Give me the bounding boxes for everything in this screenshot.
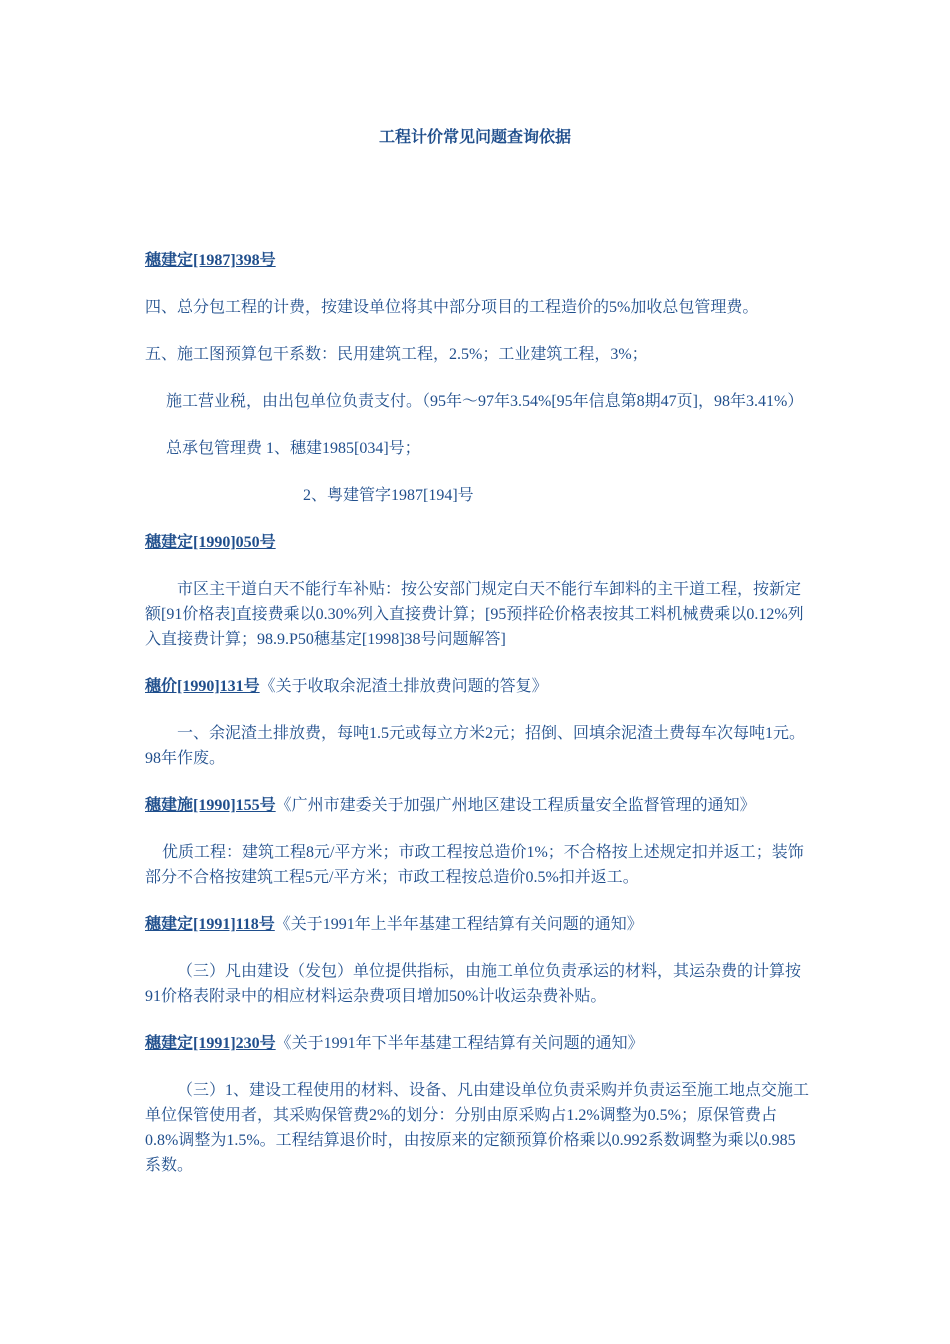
section-ref-link[interactable]: 穗价[1990]131号 (145, 678, 260, 695)
paragraph: 市区主干道白天不能行车补贴：按公安部门规定白天不能行车卸料的主干道工程，按新定额[91价格表]直接费乘以0.30%列入直接费计算；[95预拌砼价格表按其工料机械费乘以0.12%列入直接费计算；98.9.P50穗基定[1998]38号问题解答] (145, 581, 804, 648)
section-doc-title: 《广州市建委关于加强广州地区建设工程质量安全监督管理的通知》 (275, 797, 756, 814)
section-doc-title: 《关于1991年下半年基建工程结算有关问题的通知》 (275, 1035, 644, 1052)
paragraph: （三）1、建设工程使用的材料、设备、凡由建设单位负责采购并负责运至施工地点交施工单位保管使用者，其采购保管费2%的划分：分别由原采购占1.2%调整为0.5%；原保管费占0.8%调整为1.5%。工程结算退价时，由按原来的定额预算价格乘以0.992系数调整为乘以0.985系数。 (145, 1082, 810, 1174)
paragraph: （三）凡由建设（发包）单位提供指标，由施工单位负责承运的材料，其运杂费的计算按91价格表附录中的相应材料运杂费项目增加50%计收运杂费补贴。 (145, 963, 802, 1005)
paragraph: 优质工程：建筑工程8元/平方米；市政工程按总造价1%；不合格按上述规定扣并返工；装饰部分不合格按建筑工程5元/平方米；市政工程按总造价0.5%扣并返工。 (145, 844, 804, 886)
section-heading (145, 1031, 810, 1056)
paragraph: 一、余泥渣土排放费，每吨1.5元或每立方米2元；招倒、回填余泥渣土费每车次每吨1元。98年作废。 (145, 725, 806, 767)
paragraph: 施工营业税，由出包单位负责支付。（95年～97年3.54%[95年信息第8期47页]，98年3.41%） (166, 393, 804, 410)
page-title: 工程计价常见问题查询依据 (378, 129, 571, 146)
section-heading (145, 674, 810, 699)
section-doc-title: 《关于收取余泥渣土排放费问题的答复》 (259, 678, 548, 695)
paragraph: 总承包管理费 1、穗建1985[034]号； (166, 440, 421, 457)
section-ref-link[interactable]: 穗建定[1991]118号 (145, 916, 275, 933)
section-ref-link[interactable]: 穗建定[1991]230号 (145, 1035, 276, 1052)
paragraph: 五、施工图预算包干系数：民用建筑工程，2.5%；工业建筑工程，3%； (145, 346, 648, 363)
paragraph: 四、总分包工程的计费，按建设单位将其中部分项目的工程造价的5%加收总包管理费。 (145, 299, 759, 316)
section-ref-link[interactable]: 穗建定[1987]398号 (145, 252, 276, 269)
paragraph: 2、粤建管字1987[194]号 (303, 487, 474, 504)
document-body (145, 248, 810, 1178)
section-doc-title: 《关于1991年上半年基建工程结算有关问题的通知》 (274, 916, 643, 933)
section-heading (145, 793, 810, 818)
section-heading (145, 912, 810, 937)
section-ref-link[interactable]: 穗建定[1990]050号 (145, 534, 276, 551)
section-ref-link[interactable]: 穗建施[1990]155号 (145, 797, 276, 814)
